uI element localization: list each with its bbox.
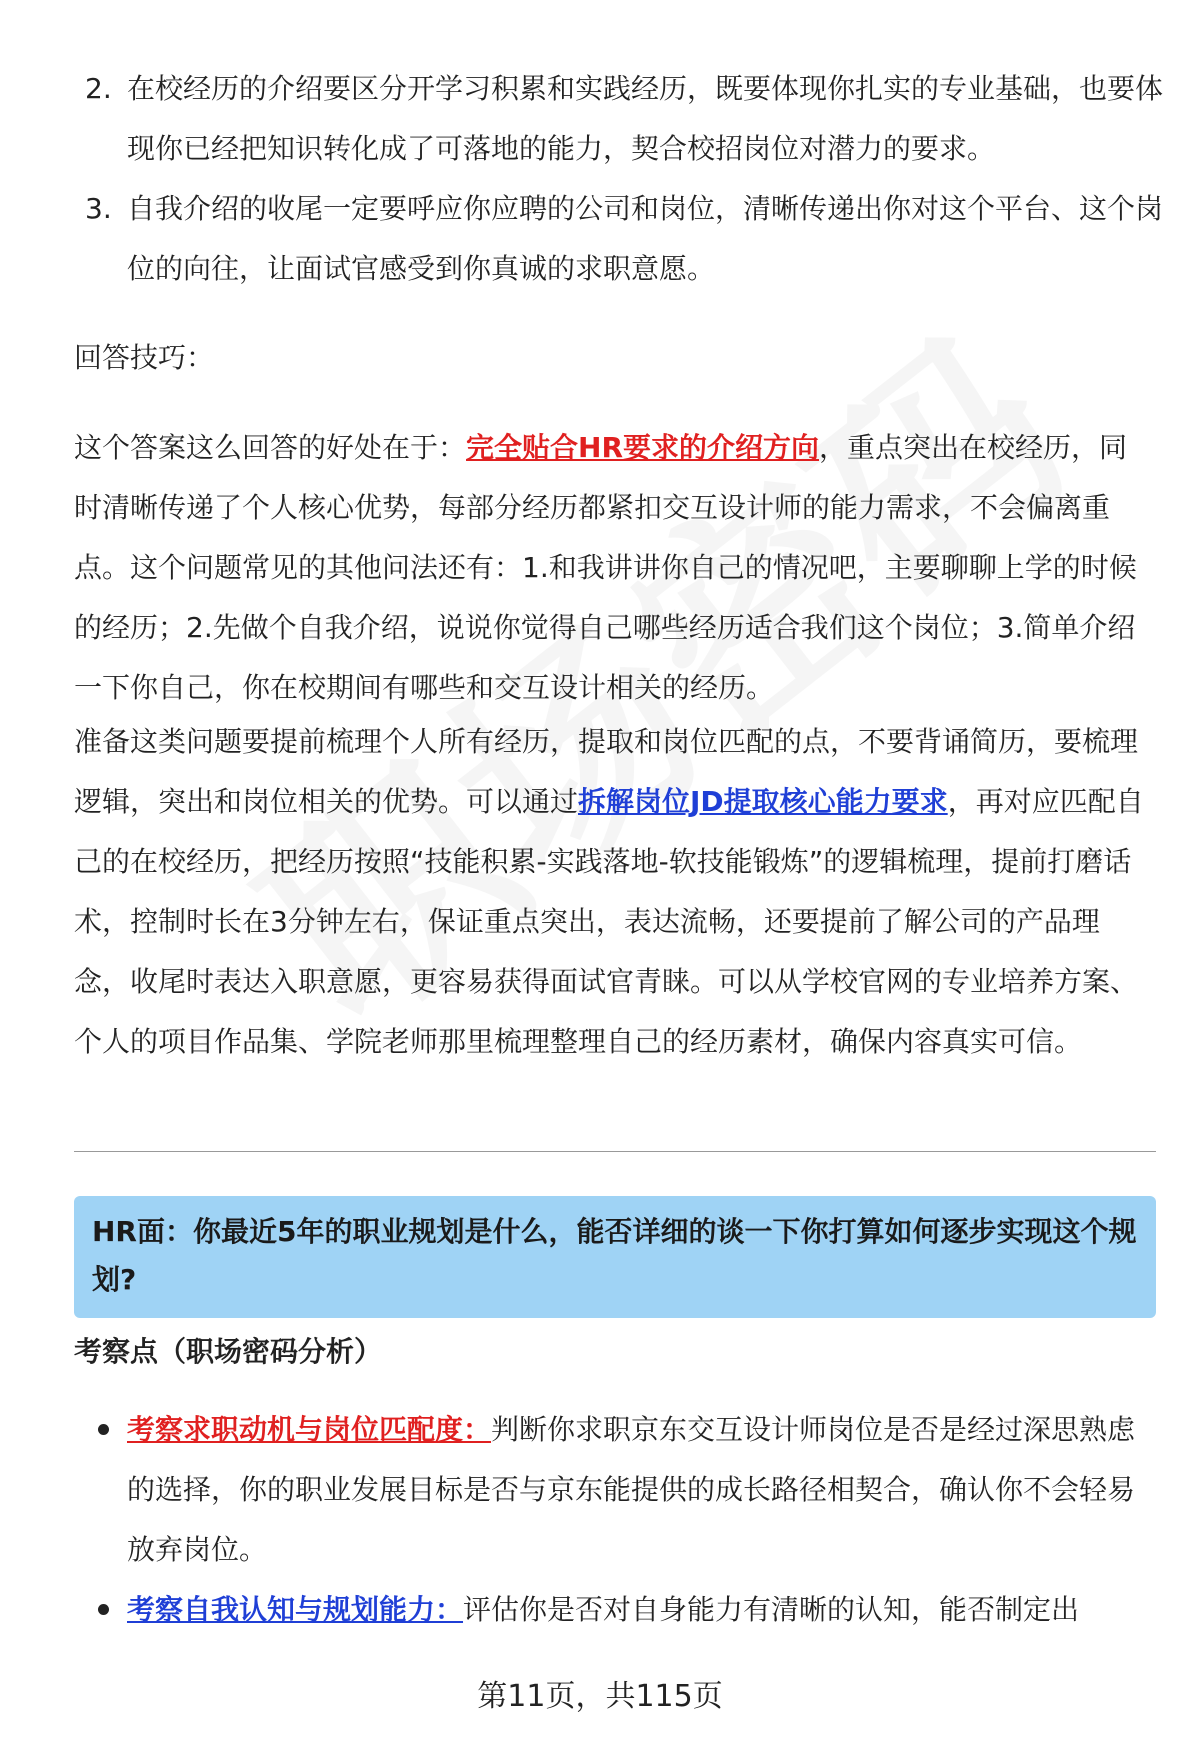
page-footer: 第11页，共115页 <box>477 1679 723 1714</box>
bullet-label[interactable]: 考察求职动机与岗位匹配度： <box>127 1413 492 1446</box>
list-number: 2. <box>85 72 112 105</box>
list-item <box>85 179 1165 299</box>
tips-label: 回答技巧： <box>74 341 215 374</box>
list-number: 3. <box>85 192 112 225</box>
list-text: 自我介绍的收尾一定要呼应你应聘的公司和岗位，清晰传递出你对这个平台、这个岗位的向往，让面试官感受到你真诚的求职意愿。 <box>127 192 1164 285</box>
question-text: HR面：你最近5年的职业规划是什么，能否详细的谈一下你打算如何逐步实现这个规划? <box>92 1215 1137 1296</box>
bullet-text: 判断你求职京东交互设计师岗位是否是经过深思熟虑的选择，你的职业发展目标是否与京东能提供的成长路径相契合，确认你不会轻易放弃岗位。 <box>127 1413 1136 1566</box>
section-title: 考察点（职场密码分析） <box>74 1335 383 1368</box>
highlight-text: 完全贴合HR要求的介绍方向 <box>466 431 820 464</box>
bullet-item <box>98 1580 1158 1640</box>
bullet-item <box>98 1400 1158 1580</box>
paragraph-text: ，重点突出在校经历，同时清晰传递了个人核心优势，每部分经历都紧扣交互设计师的能力需求，不会偏离重点。这个问题常见的其他问法还有：1.和我讲讲你自己的情况吧，主要聊聊上学的时候的经历；2.先做个自我介绍，说说你觉得自己哪些经历适合我们这个岗位；3.简单介绍一下你自己，你在校期间有哪些和交互设计相关的经历。 <box>74 431 1137 704</box>
list-text: 在校经历的介绍要区分开学习积累和实践经历，既要体现你扎实的专业基础，也要体现你已经把知识转化成了可落地的能力，契合校招岗位对潜力的要求。 <box>127 72 1164 165</box>
paragraph-text: 准备这类问题要提前梳理个人所有经历，提取和岗位匹配的点，不要背诵简历，要梳理逻辑，突出和岗位相关的优势。可以通过 <box>74 725 1139 818</box>
list-item <box>85 59 1165 179</box>
paragraph-text: ，再对应匹配自己的在校经历，把经历按照“技能积累-实践落地-软技能锻炼”的逻辑梳理，提前打磨话术，控制时长在3分钟左右，保证重点突出，表达流畅，还要提前了解公司的产品理念，收尾时表达入职意愿，更容易获得面试官青睐。可以从学校官网的专业培养方案、个人的项目作品集、学院老师那里梳理整理自己的经历素材，确保内容真实可信。 <box>74 785 1144 1058</box>
paragraph-1 <box>74 418 1144 718</box>
paragraph-text: 这个答案这么回答的好处在于： <box>74 431 467 464</box>
bullet-dot-icon <box>98 1604 109 1615</box>
question-box <box>74 1196 1156 1318</box>
bullet-label[interactable]: 考察自我认知与规划能力： <box>127 1593 464 1626</box>
divider <box>74 1151 1156 1152</box>
bullet-text: 评估你是否对自身能力有清晰的认知，能否制定出 <box>463 1593 1080 1626</box>
bullet-dot-icon <box>98 1424 109 1435</box>
jd-link[interactable]: 拆解岗位JD提取核心能力要求 <box>578 785 948 818</box>
paragraph-2 <box>74 712 1144 1072</box>
